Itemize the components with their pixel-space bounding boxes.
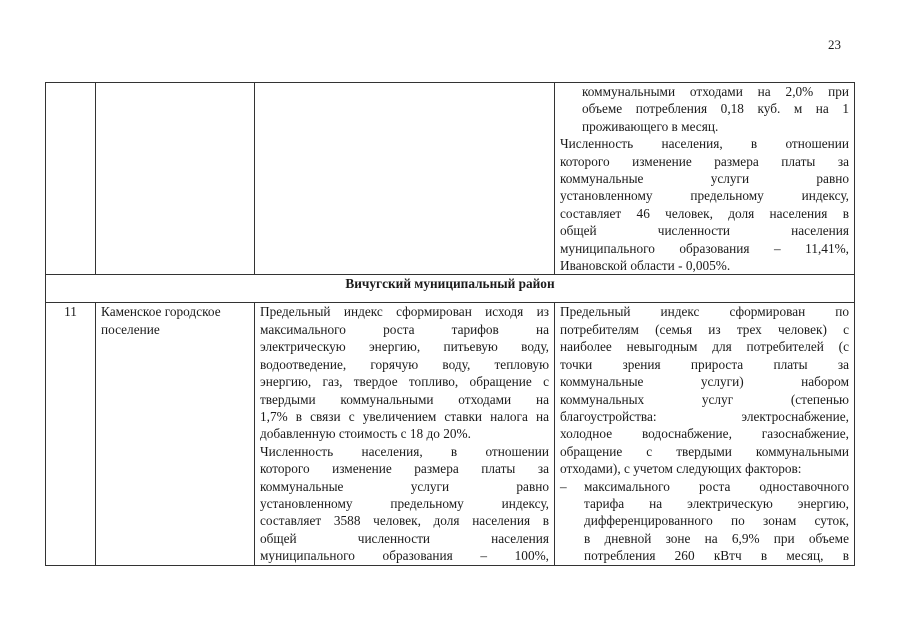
list-item — [560, 478, 849, 565]
text-line: благоустройства: электроснабжение, — [560, 408, 849, 424]
text-line: проживающего в месяц. — [582, 118, 719, 134]
text-line: дифференцированного по зонам суток, — [584, 513, 849, 529]
text-line: наиболее невыгодным для потребителей (с — [560, 339, 849, 355]
text-line: максимального роста одноставочного — [584, 478, 849, 494]
paragraph — [560, 135, 849, 274]
text-line: Численность населения, в отношении — [560, 136, 849, 152]
text-line: установленному предельному индексу, — [560, 188, 849, 204]
text-line: установленному предельному индексу, — [260, 495, 549, 511]
text-line: твердыми коммунальными отходами на — [260, 391, 549, 407]
paragraph — [260, 303, 549, 442]
text-line: коммунальные услуги) набором — [560, 374, 849, 390]
text-line: составляет 46 человек, доля населения в — [560, 205, 849, 221]
index-basis-cell — [255, 83, 555, 275]
index-details-cell — [555, 83, 855, 275]
text-line: коммунальными отходами на 2,0% при — [582, 84, 849, 99]
text-line: максимального роста тарифов на — [260, 321, 549, 337]
text-line: добавленную стоимость с 18 до 20%. — [260, 426, 471, 442]
paragraph — [560, 303, 849, 477]
dash-bullet: – — [560, 478, 567, 494]
text-line: водоотведение, горячую воду, тепловую — [260, 356, 549, 372]
text-line: общей численности населения — [260, 530, 549, 546]
text-line: коммунальные услуги равно — [560, 171, 849, 187]
text-line: тарифа на электрическую энергию, — [584, 495, 849, 511]
row-number-cell: 11 — [46, 303, 96, 565]
text-line: энергию, газ, твердое топливо, обращение с — [260, 374, 549, 390]
text-line: 1,7% в связи с увеличением ставки налога на — [260, 408, 549, 424]
text-line: Ивановской области - 0,005%. — [560, 258, 731, 274]
text-line: коммунальных услуг (степенью — [560, 391, 849, 407]
municipality-cell — [96, 303, 255, 565]
paragraph — [560, 83, 849, 135]
text-line: муниципального образования – 11,41%, — [560, 240, 849, 256]
text-line: Предельный индекс сформирован по — [560, 304, 849, 320]
text-line: объеме потребления 0,18 куб. м на 1 — [582, 101, 849, 117]
text-line: коммунальные услуги равно — [260, 478, 549, 494]
paragraph — [260, 443, 549, 565]
municipality-cell — [96, 83, 255, 275]
text-line: отходами), с учетом следующих факторов: — [560, 461, 802, 477]
text-line: потребителям (семья из трех человек) с — [560, 321, 849, 337]
text-line: составляет 3588 человек, доля населения в — [260, 513, 549, 529]
page-number: 23 — [828, 37, 841, 52]
section-header-row — [46, 275, 855, 303]
text-line: которого изменение размера платы за — [260, 461, 549, 477]
text-line: Каменское городское — [101, 304, 221, 320]
text-line: муниципального образования – 100%, — [260, 548, 549, 564]
index-basis-cell — [255, 303, 555, 565]
index-details-cell — [555, 303, 855, 565]
text-line: поселение — [101, 321, 160, 337]
section-title: Вичугский муниципальный район — [46, 275, 855, 303]
text-line: потребления 260 кВтч в месяц, в — [584, 548, 849, 564]
row-number-cell — [46, 83, 96, 275]
text-line: общей численности населения — [560, 223, 849, 239]
text-line: электрическую энергию, питьевую воду, — [260, 339, 549, 355]
text-line: обращение с твердыми коммунальными — [560, 443, 849, 459]
text-line: Предельный индекс сформирован исходя из — [260, 304, 549, 320]
text-line: холодное водоснабжение, газоснабжение, — [560, 426, 849, 442]
table-row — [46, 303, 855, 565]
document-table — [45, 82, 855, 566]
text-line: в дневной зоне на 6,9% при объеме — [584, 530, 849, 546]
text-line: Численность населения, в отношении — [260, 443, 549, 459]
text-line: которого изменение размера платы за — [560, 153, 849, 169]
text-line: точки зрения прироста платы за — [560, 356, 849, 372]
table-row — [46, 83, 855, 275]
